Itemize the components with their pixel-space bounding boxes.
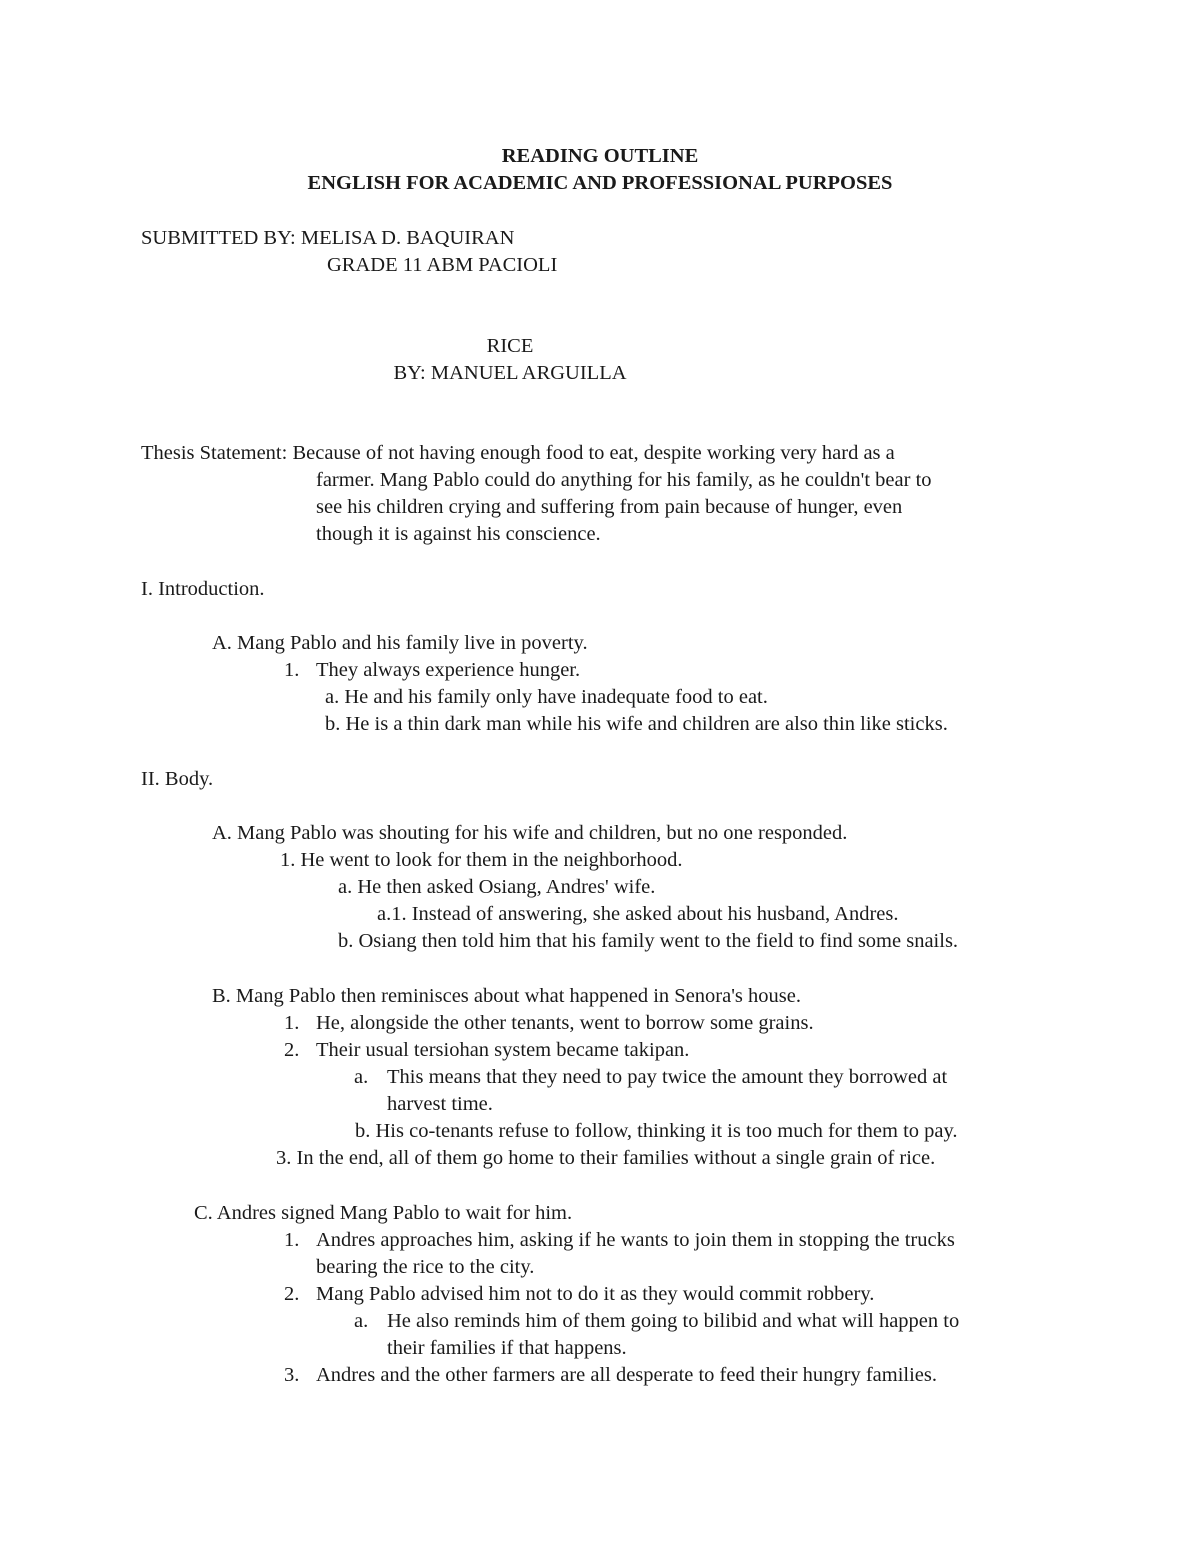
outline-item: Andres approaches him, asking if he wants to join them in stopping the trucks	[316, 1229, 955, 1251]
outline-number: 1.	[284, 1012, 300, 1034]
outline-item: 3. In the end, all of them go home to their families without a single grain of rice.	[276, 1147, 936, 1169]
outline-item: 1. He went to look for them in the neighborhood.	[280, 849, 683, 871]
story-title: RICE	[486, 335, 534, 357]
outline-item: harvest time.	[387, 1093, 493, 1115]
outline-item: bearing the rice to the city.	[316, 1256, 535, 1278]
outline-item: a. He and his family only have inadequate food to eat.	[325, 686, 768, 708]
section-heading-introduction: I. Introduction.	[141, 578, 265, 600]
outline-number: a.	[354, 1310, 369, 1332]
grade-section: GRADE 11 ABM PACIOLI	[327, 254, 558, 276]
outline-item: a.1. Instead of answering, she asked about his husband, Andres.	[377, 903, 899, 925]
section-heading-body: II. Body.	[141, 768, 214, 790]
outline-item: C. Andres signed Mang Pablo to wait for him.	[194, 1202, 573, 1224]
outline-number: 3.	[284, 1364, 300, 1386]
thesis-statement-line: see his children crying and suffering from pain because of hunger, even	[316, 496, 903, 518]
outline-number: 1.	[284, 659, 300, 681]
course-title: ENGLISH FOR ACADEMIC AND PROFESSIONAL PURPOSES	[307, 172, 893, 194]
outline-number: 2.	[284, 1283, 300, 1305]
outline-item: b. His co-tenants refuse to follow, thinking it is too much for them to pay.	[355, 1120, 958, 1142]
outline-item: Mang Pablo advised him not to do it as they would commit robbery.	[316, 1283, 875, 1305]
outline-item: their families if that happens.	[387, 1337, 627, 1359]
outline-item: A. Mang Pablo and his family live in poverty.	[212, 632, 588, 654]
outline-number: 2.	[284, 1039, 300, 1061]
document-title: READING OUTLINE	[501, 145, 699, 167]
story-author: BY: MANUEL ARGUILLA	[393, 362, 627, 384]
thesis-statement-line: farmer. Mang Pablo could do anything for his family, as he couldn't bear to	[316, 469, 932, 491]
outline-item: They always experience hunger.	[316, 659, 581, 681]
outline-number: a.	[354, 1066, 369, 1088]
outline-item: Andres and the other farmers are all desperate to feed their hungry families.	[316, 1364, 938, 1386]
outline-item: He also reminds him of them going to bilibid and what will happen to	[387, 1310, 960, 1332]
submitted-by: SUBMITTED BY: MELISA D. BAQUIRAN	[141, 227, 515, 249]
outline-item: a. He then asked Osiang, Andres' wife.	[338, 876, 656, 898]
outline-item: He, alongside the other tenants, went to borrow some grains.	[316, 1012, 814, 1034]
outline-item: A. Mang Pablo was shouting for his wife and children, but no one responded.	[212, 822, 848, 844]
outline-item: b. Osiang then told him that his family went to the field to find some snails.	[338, 930, 959, 952]
thesis-statement-line: Thesis Statement: Because of not having enough food to eat, despite working very hard as a	[141, 442, 895, 464]
thesis-statement-line: though it is against his conscience.	[316, 523, 601, 545]
outline-item: This means that they need to pay twice the amount they borrowed at	[387, 1066, 948, 1088]
outline-item: b. He is a thin dark man while his wife and children are also thin like sticks.	[325, 713, 948, 735]
outline-item: B. Mang Pablo then reminisces about what happened in Senora's house.	[212, 985, 801, 1007]
outline-item: Their usual tersiohan system became takipan.	[316, 1039, 690, 1061]
outline-number: 1.	[284, 1229, 300, 1251]
